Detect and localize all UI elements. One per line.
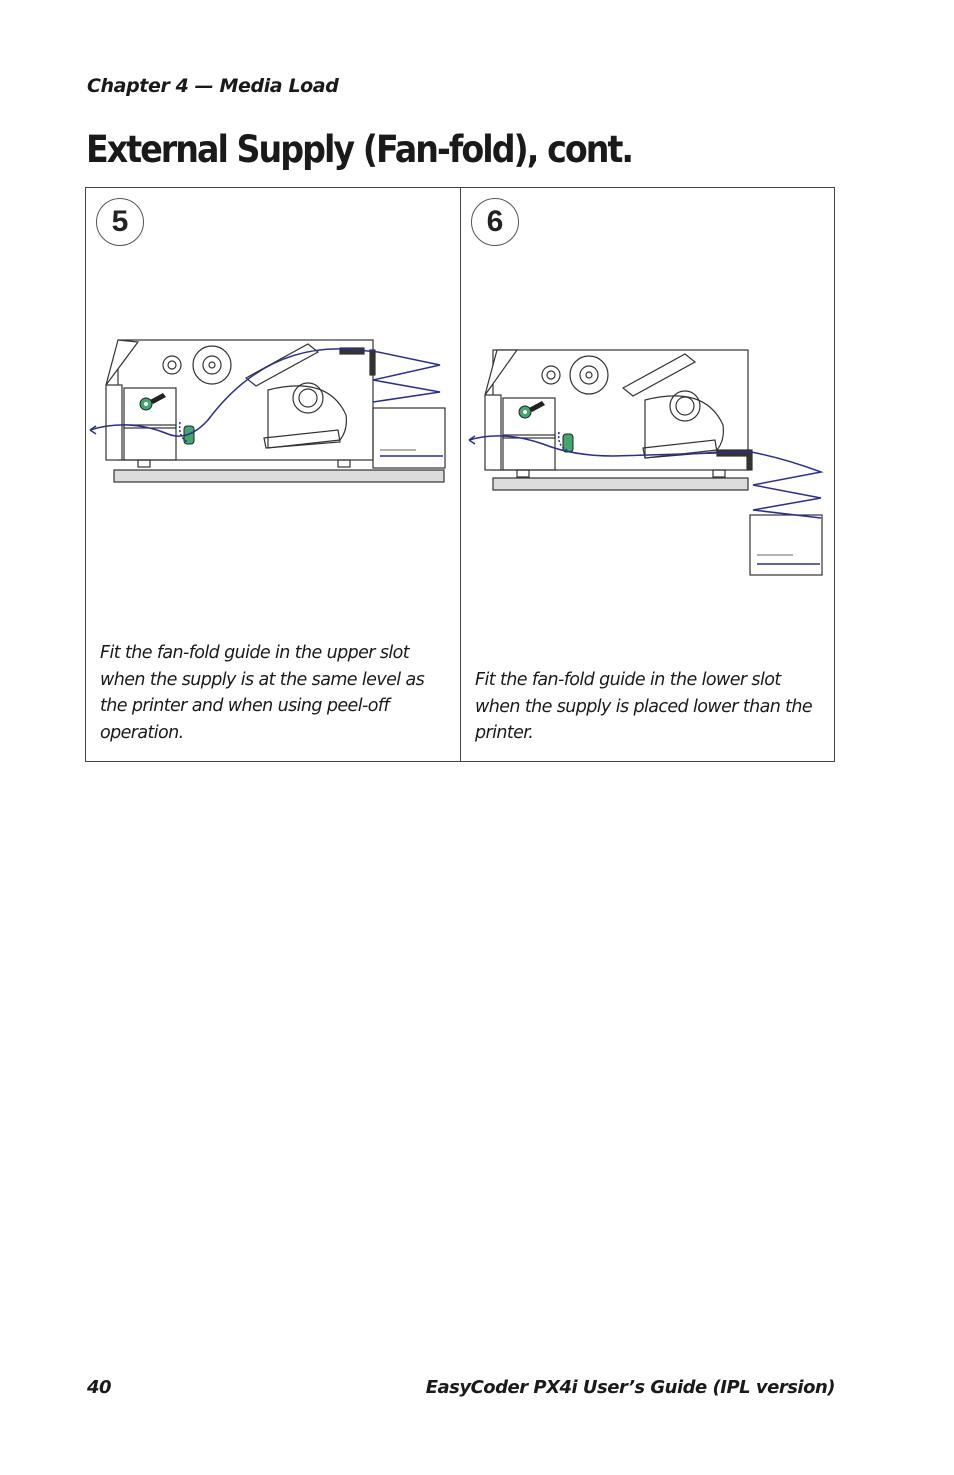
step-6-caption: Fit the fan-fold guide in the lower slot when the supply is placed lower than the printer.	[475, 670, 813, 743]
page-number: 40	[87, 1377, 112, 1398]
chapter-heading: Chapter 4 — Media Load	[87, 75, 339, 97]
step-5-caption: Fit the fan-fold guide in the upper slot when the supply is at the same level as the printer and when using peel-off operation.	[100, 643, 425, 743]
column-divider	[460, 187, 461, 762]
step-number-6: 6	[471, 198, 519, 246]
page-title: External Supply (Fan-fold), cont.	[86, 128, 633, 171]
lower-slot-illustration	[463, 340, 825, 580]
step-number-5: 5	[96, 198, 144, 246]
guide-title: EasyCoder PX4i User’s Guide (IPL version)	[425, 1377, 835, 1398]
upper-slot-illustration	[88, 330, 450, 490]
